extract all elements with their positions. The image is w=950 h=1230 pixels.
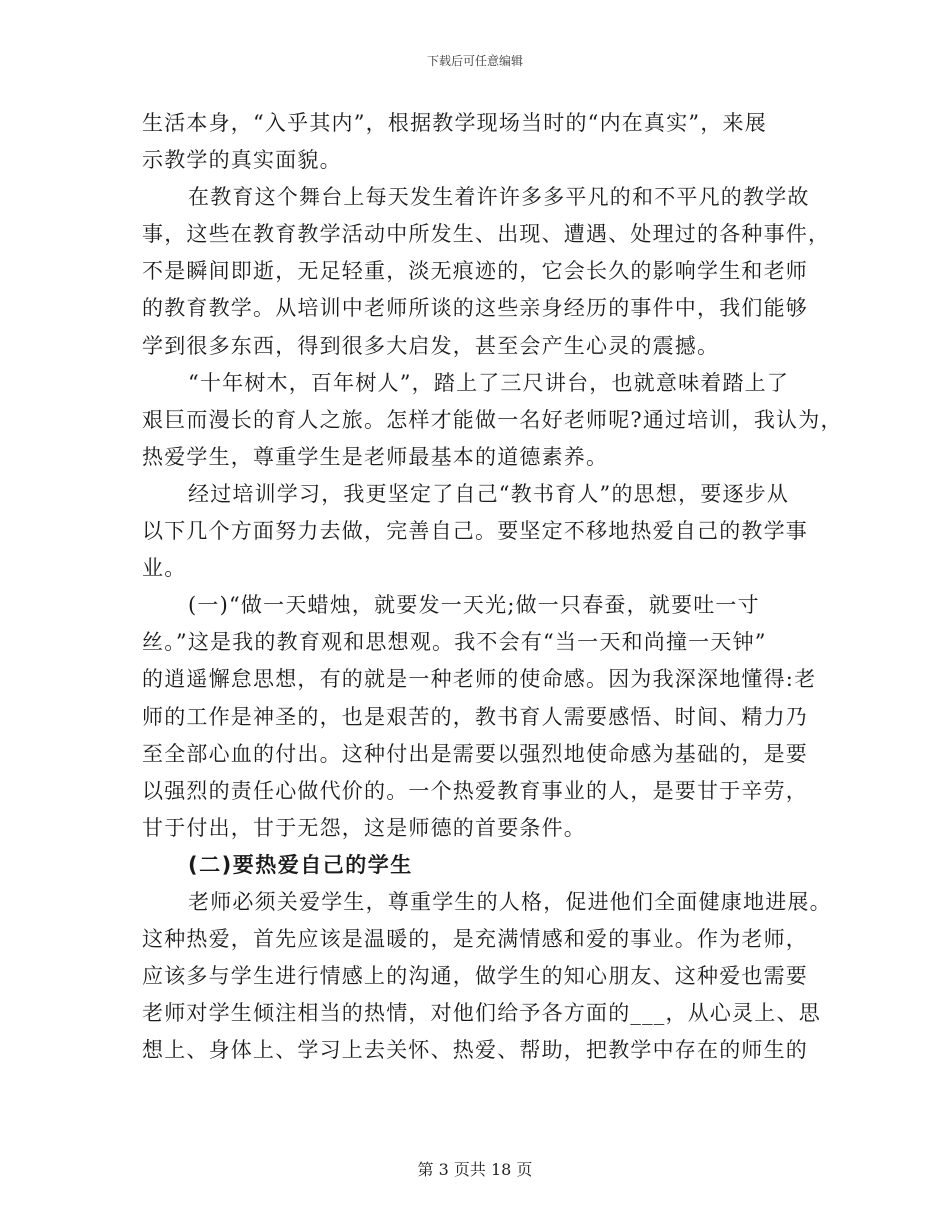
text-line: 甘于付出，甘于无怨，这是师德的首要条件。: [142, 815, 586, 840]
text-line: 至全部心血的付出。这种付出是需要以强烈地使命感为基础的，是要: [142, 741, 808, 766]
text-line: 应该多与学生进行情感上的沟通，做学生的知心朋友、这种爱也需要: [142, 964, 808, 989]
text-line: 在教育这个舞台上每天发生着许许多多平凡的和不平凡的教学故: [188, 185, 810, 210]
section-heading: (二)要热爱自己的学生: [188, 852, 413, 877]
text-line: 老师对学生倾注相当的热情，对他们给予各方面的___，从心灵上、思: [142, 1001, 821, 1026]
text-line: “十年树木，百年树人”，踏上了三尺讲台，也就意味着踏上了: [188, 370, 790, 395]
text-line: 以下几个方面努力去做，完善自己。要坚定不移地热爱自己的教学事: [142, 519, 808, 544]
text-line: 这种热爱，首先应该是温暖的，是充满情感和爱的事业。作为老师，: [142, 927, 808, 952]
text-line: 生活本身，“入乎其内”，根据教学现场当时的“内在真实”，来展: [142, 111, 767, 135]
text-line: 艰巨而漫长的育人之旅。怎样才能做一名好老师呢?通过培训，我认为，: [142, 407, 843, 432]
page-footer: 第 3 页共 18 页: [417, 1160, 533, 1179]
text-line: 业。: [142, 556, 187, 581]
text-line: 以强烈的责任心做代价的。一个热爱教育事业的人，是要甘于辛劳，: [142, 778, 808, 803]
text-line: 热爱学生，尊重学生是老师最基本的道德素养。: [142, 444, 609, 469]
text-line: 经过培训学习，我更坚定了自己“教书育人”的思想，要逐步从: [188, 481, 790, 506]
text-line: 想上、身体上、学习上去关怀、热爱、帮助，把教学中存在的师生的: [142, 1038, 808, 1063]
text-line: 老师必须关爱学生，尊重学生的人格，促进他们全面健康地进展。: [188, 889, 832, 914]
text-line: 的教育教学。从培训中老师所谈的这些亲身经历的事件中，我们能够: [142, 296, 808, 321]
text-line: 师的工作是神圣的，也是艰苦的，教书育人需要感悟、时间、精力乃: [142, 704, 808, 729]
text-line: (一)“做一天蜡烛，就要发一天光;做一只春蚕，就要吐一寸: [188, 593, 760, 618]
text-line: 丝。”这是我的教育观和思想观。我不会有“当一天和尚撞一天钟”: [142, 630, 767, 655]
page-header: 下载后可任意编辑: [426, 54, 523, 68]
text-line: 事，这些在教育教学活动中所发生、出现、遭遇、处理过的各种事件，: [142, 222, 831, 247]
text-line: 不是瞬间即逝，无足轻重，淡无痕迹的，它会长久的影响学生和老师: [142, 259, 808, 284]
document-body: [142, 105, 843, 1069]
text-line: 示教学的真实面貌。: [142, 148, 342, 173]
text-line: 学到很多东西，得到很多大启发，甚至会产生心灵的震撼。: [142, 333, 720, 358]
text-line: 的逍遥懈怠思想，有的就是一种老师的使命感。因为我深深地懂得:老: [142, 667, 817, 692]
